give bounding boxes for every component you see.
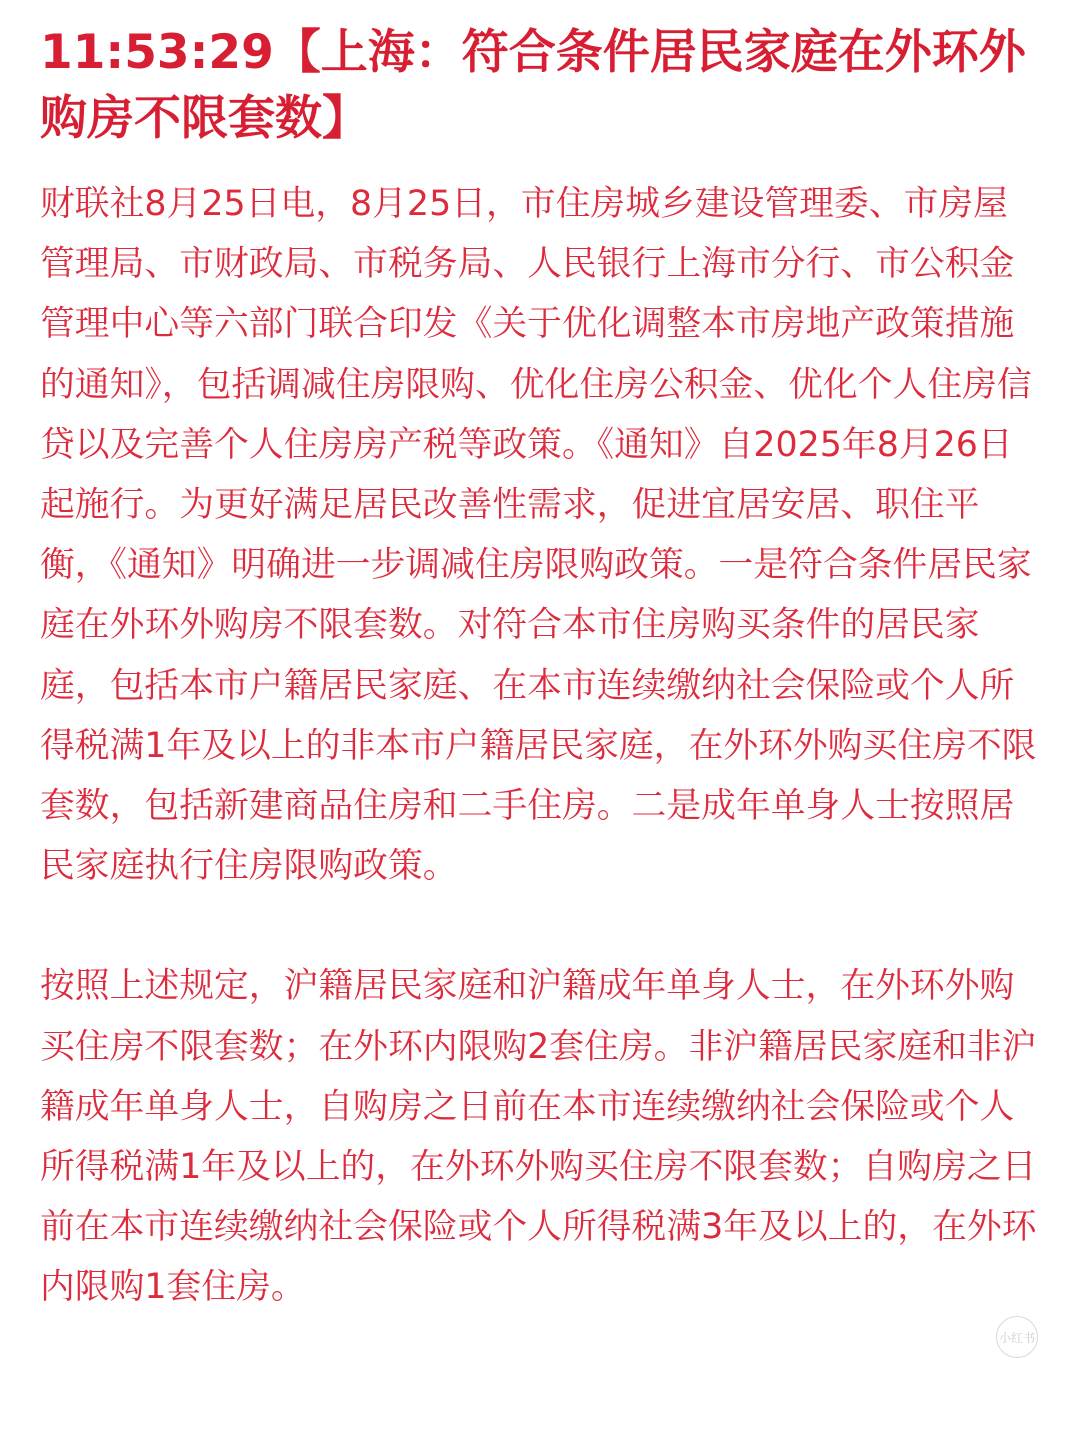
- article-paragraph-1: 财联社8月25日电，8月25日，市住房城乡建设管理委、市房屋管理局、市财政局、市税务局、人民银行上海市分行、市公积金管理中心等六部门联合印发《关于优化调整本市房地产政策措施的通知》，包括调减住房限购、优化住房公积金、优化个人住房信贷以及完善个人住房房产税等政策。《通知》自2025年8月26日起施行。为更好满足居民改善性需求，促进宜居安居、职住平衡，《通知》明确进一步调减住房限购政策。一是符合条件居民家庭在外环外购房不限套数。对符合本市住房购买条件的居民家庭，包括本市户籍居民家庭、在本市连续缴纳社会保险或个人所得税满1年及以上的非本市户籍居民家庭，在外环外购买住房不限套数，包括新建商品住房和二手住房。二是成年单身人士按照居民家庭执行住房限购政策。: [40, 184, 1037, 887]
- watermark-logo: 小红书: [996, 1316, 1038, 1358]
- article-headline: 11:53:29【上海：符合条件居民家庭在外环外购房不限套数】: [40, 25, 1026, 146]
- article-paragraph-2: 按照上述规定，沪籍居民家庭和沪籍成年单身人士，在外环外购买住房不限套数；在外环内限购2套住房。非沪籍居民家庭和非沪籍成年单身人士，自购房之日前在本市连续缴纳社会保险或个人所得税满1年及以上的，在外环外购买住房不限套数；自购房之日前在本市连续缴纳社会保险或个人所得税满3年及以上的，在外环内限购1套住房。: [40, 966, 1037, 1308]
